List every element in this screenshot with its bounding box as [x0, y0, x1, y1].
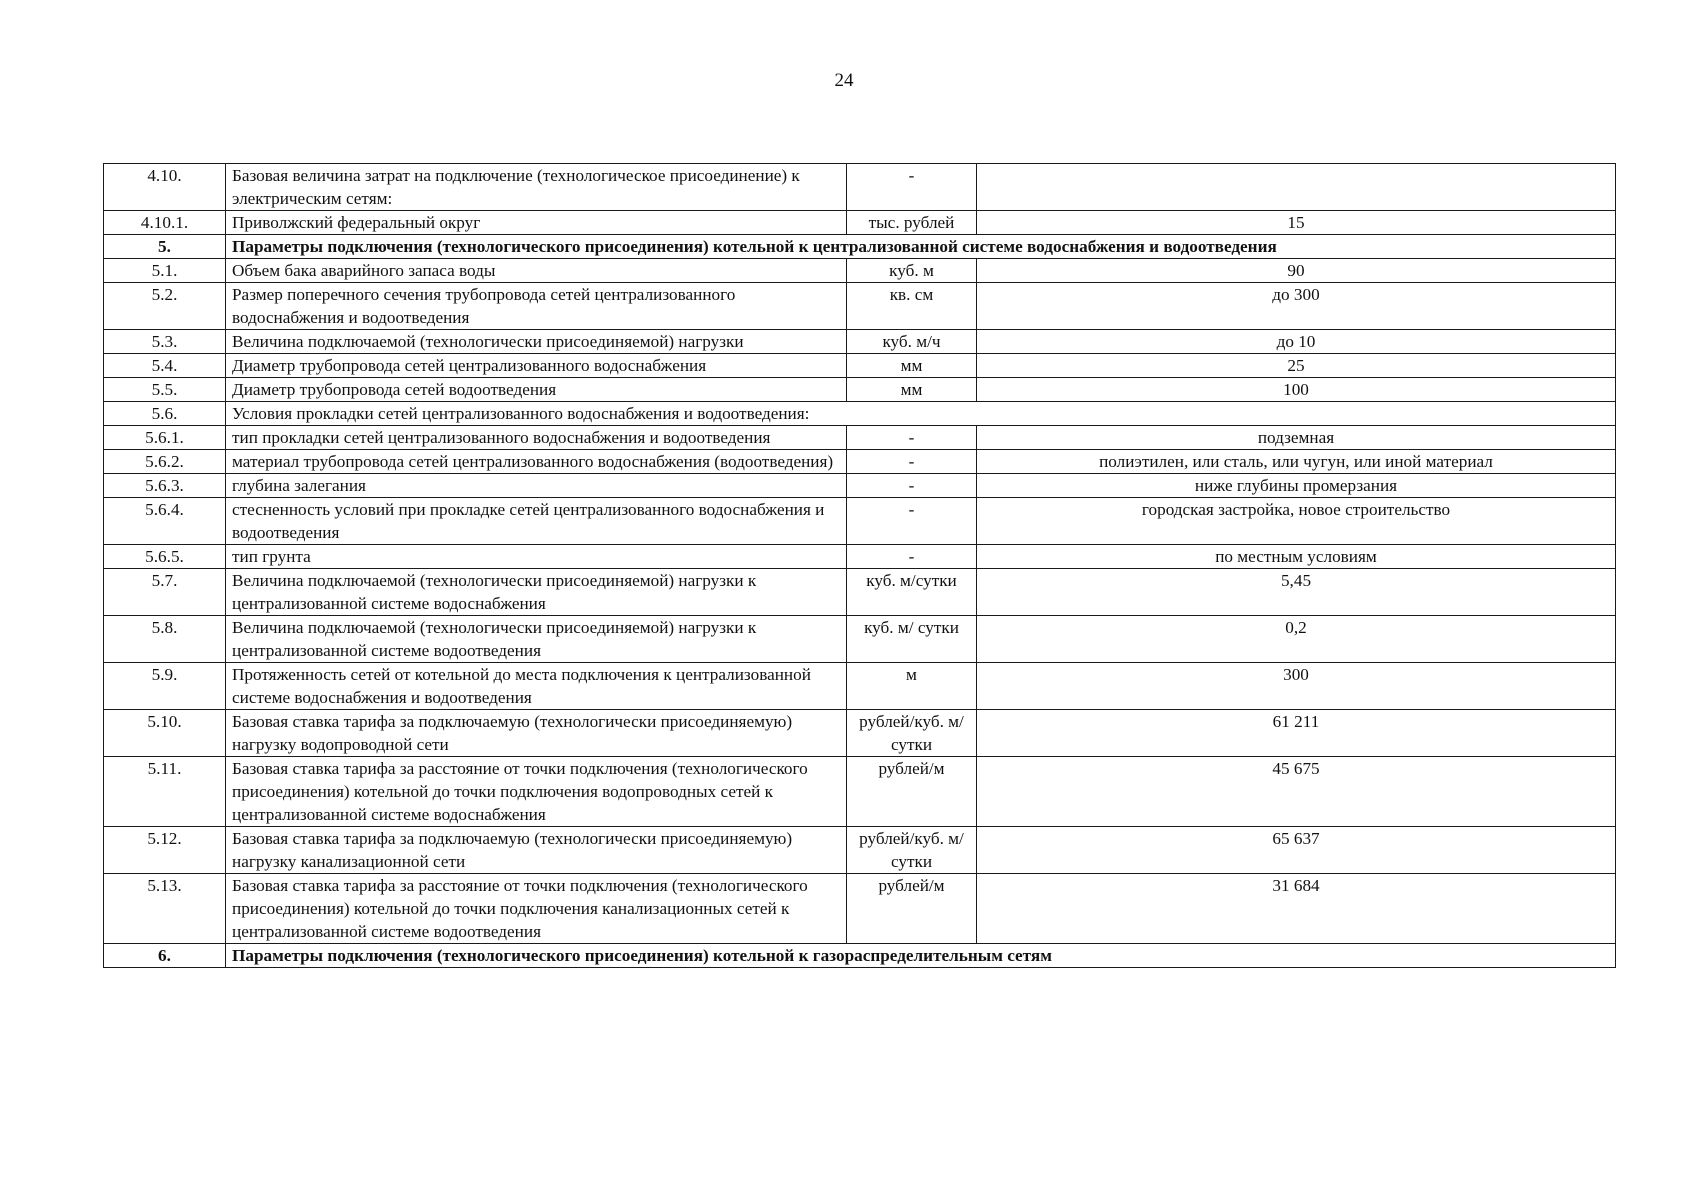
row-name: Базовая ставка тарифа за подключаемую (технологически присоединяемую) нагрузку водопроводной сети — [226, 710, 847, 757]
row-unit: куб. м — [847, 259, 977, 283]
row-unit: тыс. рублей — [847, 211, 977, 235]
row-unit: - — [847, 164, 977, 211]
row-number: 5.6.4. — [104, 498, 226, 545]
row-unit: мм — [847, 354, 977, 378]
row-number: 5.7. — [104, 569, 226, 616]
section-number: 5. — [104, 235, 226, 259]
row-name: Приволжский федеральный округ — [226, 211, 847, 235]
row-unit: кв. см — [847, 283, 977, 330]
row-value: 0,2 — [977, 616, 1616, 663]
row-name: тип грунта — [226, 545, 847, 569]
row-number: 5.8. — [104, 616, 226, 663]
table-row — [104, 164, 1616, 211]
table-row — [104, 569, 1616, 616]
row-number: 5.2. — [104, 283, 226, 330]
row-value: 90 — [977, 259, 1616, 283]
section-header-row — [104, 235, 1616, 259]
row-number: 5.11. — [104, 757, 226, 827]
row-unit: - — [847, 450, 977, 474]
row-name: Диаметр трубопровода сетей централизованного водоснабжения — [226, 354, 847, 378]
row-name: тип прокладки сетей централизованного водоснабжения и водоотведения — [226, 426, 847, 450]
table-row — [104, 354, 1616, 378]
table-row — [104, 426, 1616, 450]
table-row — [104, 211, 1616, 235]
row-value: 65 637 — [977, 827, 1616, 874]
row-value: 61 211 — [977, 710, 1616, 757]
row-name: Диаметр трубопровода сетей водоотведения — [226, 378, 847, 402]
row-number: 5.6.3. — [104, 474, 226, 498]
row-unit: рублей/куб. м/сутки — [847, 827, 977, 874]
row-number: 5.1. — [104, 259, 226, 283]
row-number: 5.9. — [104, 663, 226, 710]
row-name: Величина подключаемой (технологически присоединяемой) нагрузки — [226, 330, 847, 354]
row-value: 300 — [977, 663, 1616, 710]
row-number: 4.10.1. — [104, 211, 226, 235]
row-name: стесненность условий при прокладке сетей централизованного водоснабжения и водоотведения — [226, 498, 847, 545]
table-row — [104, 874, 1616, 944]
row-value: 5,45 — [977, 569, 1616, 616]
row-value: 45 675 — [977, 757, 1616, 827]
row-number: 5.13. — [104, 874, 226, 944]
row-value: по местным условиям — [977, 545, 1616, 569]
table-row — [104, 474, 1616, 498]
table-row — [104, 283, 1616, 330]
row-value: до 10 — [977, 330, 1616, 354]
row-name: Величина подключаемой (технологически присоединяемой) нагрузки к централизованной системе водоотведения — [226, 616, 847, 663]
table-row — [104, 450, 1616, 474]
section-title: Параметры подключения (технологического присоединения) котельной к газораспределительным сетям — [226, 944, 1616, 968]
row-value: 31 684 — [977, 874, 1616, 944]
row-name: Протяженность сетей от котельной до места подключения к централизованной системе водоснабжения и водоотведения — [226, 663, 847, 710]
row-name: Базовая ставка тарифа за подключаемую (технологически присоединяемую) нагрузку канализационной сети — [226, 827, 847, 874]
row-unit: куб. м/ч — [847, 330, 977, 354]
section-title: Параметры подключения (технологического присоединения) котельной к централизованной системе водоснабжения и водоотведения — [226, 235, 1616, 259]
parameters-table-body — [104, 164, 1616, 968]
row-name: Базовая ставка тарифа за расстояние от точки подключения (технологического присоединения) котельной до точки подключения канализационных сетей к централизованной системе водоотведения — [226, 874, 847, 944]
row-value: 25 — [977, 354, 1616, 378]
row-value: 15 — [977, 211, 1616, 235]
row-unit: - — [847, 474, 977, 498]
row-number: 5.10. — [104, 710, 226, 757]
table-row — [104, 827, 1616, 874]
row-unit: - — [847, 545, 977, 569]
row-number: 5.4. — [104, 354, 226, 378]
subsection-number: 5.6. — [104, 402, 226, 426]
row-name: Объем бака аварийного запаса воды — [226, 259, 847, 283]
table-row — [104, 259, 1616, 283]
row-name: глубина залегания — [226, 474, 847, 498]
row-number: 5.6.1. — [104, 426, 226, 450]
row-number: 5.3. — [104, 330, 226, 354]
table-row — [104, 378, 1616, 402]
subsection-row — [104, 402, 1616, 426]
row-unit: мм — [847, 378, 977, 402]
table-row — [104, 330, 1616, 354]
table-row — [104, 757, 1616, 827]
row-value: до 300 — [977, 283, 1616, 330]
row-name: Базовая ставка тарифа за расстояние от точки подключения (технологического присоединения) котельной до точки подключения водопроводных сетей к централизованной системе водоснабжения — [226, 757, 847, 827]
row-number: 5.6.5. — [104, 545, 226, 569]
row-unit: куб. м/сутки — [847, 569, 977, 616]
row-value: 100 — [977, 378, 1616, 402]
row-value: городская застройка, новое строительство — [977, 498, 1616, 545]
row-unit: рублей/м — [847, 874, 977, 944]
table-row — [104, 545, 1616, 569]
subsection-title: Условия прокладки сетей централизованного водоснабжения и водоотведения: — [226, 402, 1616, 426]
section-number: 6. — [104, 944, 226, 968]
page-number: 24 — [834, 70, 854, 91]
row-number: 5.6.2. — [104, 450, 226, 474]
row-unit: м — [847, 663, 977, 710]
row-number: 5.5. — [104, 378, 226, 402]
row-name: Величина подключаемой (технологически присоединяемой) нагрузки к централизованной системе водоснабжения — [226, 569, 847, 616]
row-name: Базовая величина затрат на подключение (технологическое присоединение) к электрическим сетям: — [226, 164, 847, 211]
row-value: ниже глубины промерзания — [977, 474, 1616, 498]
row-number: 4.10. — [104, 164, 226, 211]
row-value — [977, 164, 1616, 211]
row-number: 5.12. — [104, 827, 226, 874]
row-name: Размер поперечного сечения трубопровода сетей централизованного водоснабжения и водоотведения — [226, 283, 847, 330]
row-unit: куб. м/ сутки — [847, 616, 977, 663]
row-unit: рублей/куб. м/сутки — [847, 710, 977, 757]
table-row — [104, 710, 1616, 757]
table-row — [104, 498, 1616, 545]
row-value: полиэтилен, или сталь, или чугун, или иной материал — [977, 450, 1616, 474]
table-row — [104, 616, 1616, 663]
row-unit: рублей/м — [847, 757, 977, 827]
section-header-row — [104, 944, 1616, 968]
table-row — [104, 663, 1616, 710]
row-unit: - — [847, 498, 977, 545]
row-name: материал трубопровода сетей централизованного водоснабжения (водоотведения) — [226, 450, 847, 474]
parameters-table — [103, 163, 1616, 968]
row-unit: - — [847, 426, 977, 450]
row-value: подземная — [977, 426, 1616, 450]
